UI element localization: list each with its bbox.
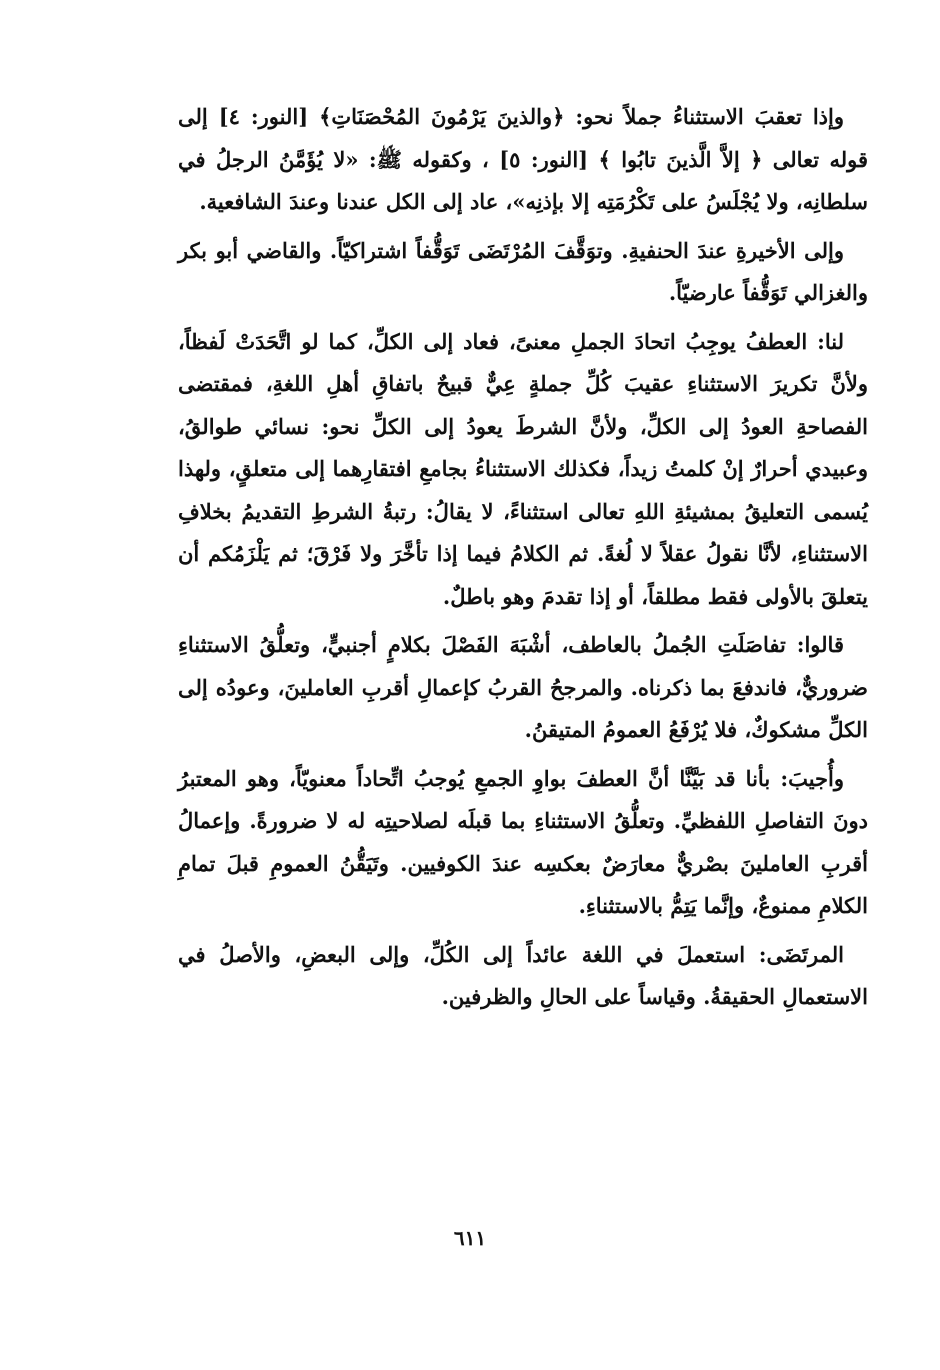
paragraph-6: المرتَضَى: استعملَ في اللغة عائداً إلى الكُلِّ، وإلى البعضِ، والأصلُ في الاستعمالِ الحقيقةُ. وقياساً على الحالِ والظرفين. [178, 941, 868, 1009]
paragraph-2: وإلى الأخيرةِ عندَ الحنفيةِ. وتوَقَّفَ المُرْتَضَى تَوَقُّفاً اشتراكيّاً. والقاضي أبو بكر والغزالي تَوَقُّفاً عارضيّاً. [178, 237, 868, 305]
paragraph-3: لنا: العطفُ يوجِبُ اتحادَ الجملِ معنىً، فعاد إلى الكلِّ، كما لو اتَّحَدَتْ لَفظاً، ولأنَّ تكريرَ الاستثناءِ عقيبَ كُلِّ جملةٍ عِيٌّ قبيحٌ باتفاقِ أهلِ اللغةِ، فمقتضى الفصاحةِ العودُ إلى الكلِّ، ولأنَّ الشرطَ يعودُ إلى الكلِّ نحو: نسائي طوالقُ، وعبيدي أحرارٌ إنْ كلمتُ زيداً، فكذلك الاستثناءُ بجامعِ افتقارِهما إلى متعلقٍ، ولهذا يُسمى التعليقُ بمشيئةِ اللهِ تعالى استثناءً، لا يقالُ: رتبةُ الشرطِ التقديمُ بخلافِ الاستثناءِ، لأنَّا نقولُ عقلاً لا لُغةً. ثم الكلامُ فيما إذا تأخَّرَ ولا فَرْقَ؛ ثم يَلْزَمُكم أن يتعلقَ بالأولى فقط مطلقاً، أو إذا تقدمَ وهو باطلٌ. [178, 328, 868, 609]
paragraph-5: وأُجيبَ: بأنا قد بَيَّنَّا أنَّ العطفَ بواوِ الجمعِ يُوجبُ اتِّحاداً معنويّاً، وهو المعتبرُ دونَ التفاصلِ اللفظيِّ. وتعلُّقُ الاستثناءِ بما قبلَه لصلاحيتِه له لا ضرورةً. وإعمالُ أقربِ العاملينَ بصْريٌّ معارَضٌ بعكسِه عندَ الكوفيين. وتَيَقُّنُ العمومِ قبلَ تمامِ الكلامِ ممنوعٌ، وإنَّما يَتِمُّ بالاستثناءِ. [178, 765, 868, 918]
paragraph-4: قالوا: تفاصَلَتِ الجُملُ بالعاطف، أشْبَهَ الفَصْلَ بكلامٍ أجنبيٍّ، وتعلُّقُ الاستثناءِ ضروريٌّ، فاندفعَ بما ذكرناه. والمرجحُ القربُ كإعمالِ أقربِ العاملينَ، وعودُه إلى الكلِّ مشكوكٌ، فلا يُرْفَعُ العمومُ المتيقنُ. [178, 632, 868, 742]
body-text [178, 96, 868, 1025]
paragraph-1: وإذا تعقبَ الاستثناءُ جملاً نحو: ﴿والذينَ يَرْمُونَ المُحْصَنَاتِ﴾ [النور: ٤] إلى قوله تعالى ﴿ إلاَّ الَّذينَ تابُوا ﴾ [النور: ٥] ، وكقوله ﷺ: «لا يُؤَمَّنُ الرجلُ في سلطانِه، ولا يُجْلَسُ على تَكْرُمَتِه إلا بإذنِه»، عاد إلى الكل عندنا وعندَ الشافعية. [178, 104, 868, 214]
page-number: ٦١١ [453, 1226, 487, 1250]
